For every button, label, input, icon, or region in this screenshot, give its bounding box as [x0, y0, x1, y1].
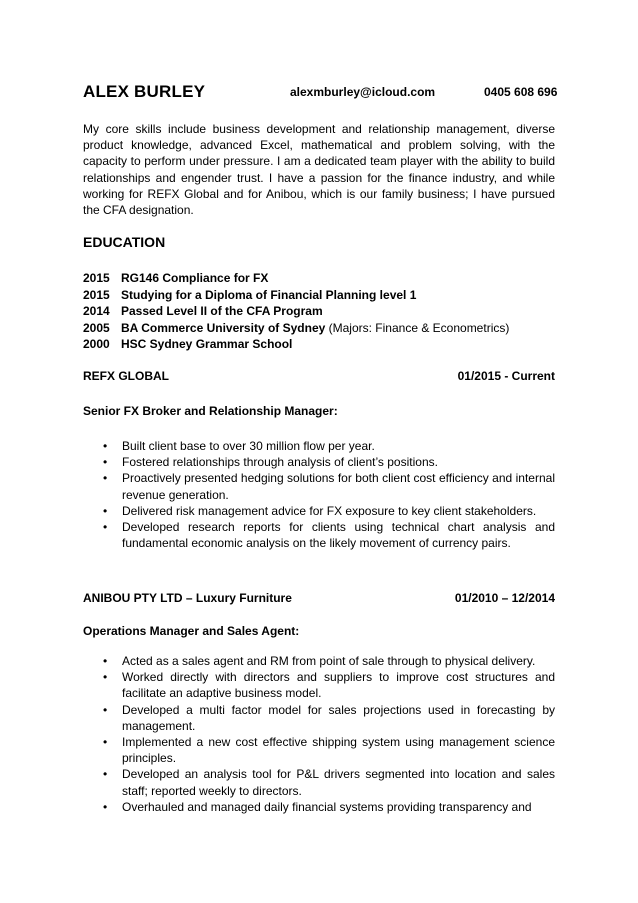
- bullet-item: • Worked directly with directors and suppliers to improve cost structures and facilitate an adaptive business model.: [103, 670, 555, 701]
- bullet-item: • Built client base to over 30 million flow per year.: [103, 439, 375, 453]
- bullet-dot: •: [103, 799, 108, 814]
- education-title: RG146 Compliance for FX: [121, 271, 269, 285]
- bullet-item: • Delivered risk management advice for FX exposure to key client stakeholders.: [103, 503, 537, 518]
- email-address: alexmburley@icloud.com: [290, 85, 436, 99]
- job-role: Senior FX Broker and Relationship Manager:: [83, 404, 338, 418]
- bullet-item: • Developed research reports for clients using technical chart analysis and fundamental economic analysis on the likely movement of currency pairs.: [103, 520, 555, 551]
- bullet-item: • Overhauled and managed daily financial systems providing transparency and: [103, 799, 532, 814]
- education-title: Studying for a Diploma of Financial Planning level 1: [121, 287, 417, 302]
- bullet-dot: •: [103, 520, 108, 535]
- education-title: HSC Sydney Grammar School: [121, 337, 293, 351]
- job-dates: 01/2015 - Current: [457, 369, 555, 383]
- bullet-item: • Acted as a sales agent and RM from point of sale through to physical delivery.: [103, 654, 536, 668]
- candidate-name: ALEX BURLEY: [83, 82, 206, 101]
- bullet-dot: •: [103, 503, 108, 518]
- bullet-item: • Developed an analysis tool for P&L drivers segmented into location and sales staff; reported weekly to directors.: [103, 767, 555, 798]
- education-item: [83, 320, 509, 337]
- bullet-item: • Developed a multi factor model for sales projections used in forecasting by management.: [103, 702, 555, 733]
- bullet-dot: •: [103, 654, 108, 668]
- bullet-item: • Implemented a new cost effective shipping system using management science principles.: [103, 735, 555, 766]
- education-year: 2005: [83, 320, 110, 335]
- education-item: [83, 287, 509, 304]
- job-bullets: [83, 653, 555, 815]
- education-year: 2000: [83, 337, 110, 351]
- bullet-dot: •: [103, 702, 108, 717]
- education-title: BA Commerce University of Sydney: [121, 320, 326, 335]
- summary-paragraph: My core skills include business development and relationship management, diverse product knowledge, advanced Excel, mathematical and problem solving, with the capacity to perform under pressure. I am a dedicated team player with the ability to build relationships and engender trust. I have a passion for the finance industry, and while working for REFX Global and for Anibou, which is our family business; I have pursued the CFA designation.: [83, 122, 555, 218]
- education-item: [83, 270, 509, 287]
- bullet-dot: •: [103, 670, 108, 685]
- phone-number: 0405 608 696: [484, 85, 558, 99]
- bullet-dot: •: [103, 767, 108, 782]
- education-item: [83, 303, 509, 320]
- bullet-dot: •: [103, 471, 108, 486]
- education-item: [83, 336, 509, 353]
- job-company: ANIBOU PTY LTD – Luxury Furniture: [83, 591, 292, 605]
- education-year: 2015: [83, 287, 110, 302]
- bullet-item: • Fostered relationships through analysis of client’s positions.: [103, 455, 438, 470]
- education-title: Passed Level II of the CFA Program: [121, 304, 323, 318]
- education-detail: (Majors: Finance & Econometrics): [325, 320, 510, 335]
- job-bullets: [83, 438, 555, 551]
- job-dates: 01/2010 – 12/2014: [454, 591, 555, 605]
- education-year: 2014: [83, 304, 110, 318]
- bullet-dot: •: [103, 439, 108, 453]
- bullet-dot: •: [103, 735, 108, 750]
- education-list: [83, 270, 509, 353]
- education-heading: EDUCATION: [83, 234, 166, 250]
- bullet-dot: •: [103, 455, 108, 470]
- job-company: REFX GLOBAL: [83, 369, 169, 383]
- education-year: 2015: [83, 271, 110, 285]
- job-role: Operations Manager and Sales Agent:: [83, 624, 300, 638]
- bullet-item: • Proactively presented hedging solutions for both client cost efficiency and internal revenue generation.: [103, 471, 555, 502]
